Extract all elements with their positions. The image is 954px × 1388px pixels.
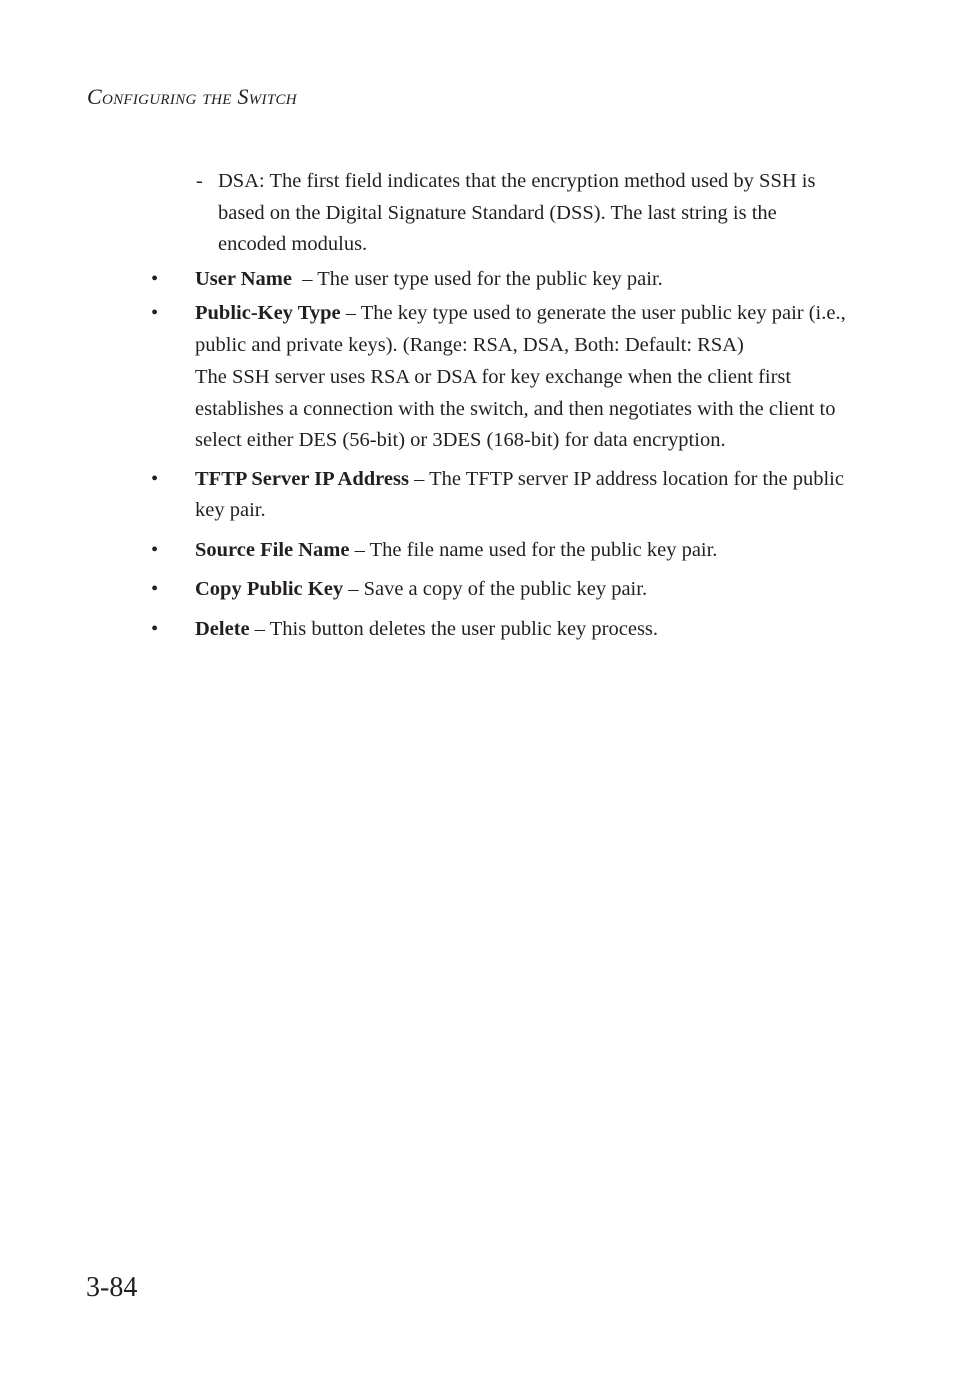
term-separator: – (340, 302, 361, 324)
bullet-marker: • (151, 302, 159, 324)
term-copy-public-key: Copy Public Key (195, 578, 344, 600)
term-public-key-type: Public-Key Type (195, 302, 341, 324)
dash-marker: - (196, 170, 203, 192)
term-separator: – (249, 617, 270, 640)
dsa-sub-item-text: DSA: The first field indicates that the encryption method used by SSH is based on the Digital Signature Standard (DSS). The last string is the encoded modulus. (218, 170, 816, 255)
main-content (0, 166, 954, 645)
term-separator: – (408, 467, 430, 490)
public-key-type-paragraph (195, 298, 846, 361)
bullet-user-name (151, 264, 846, 296)
page-number: 3-84 (86, 1272, 138, 1303)
bullet-delete (151, 614, 846, 646)
term-user-name: User Name (195, 267, 292, 290)
dsa-sub-item (196, 166, 846, 261)
description-source-file-name: The file name used for the public key pair. (369, 538, 718, 561)
bullet-tftp-server-ip (151, 464, 846, 527)
bullet-marker: • (151, 578, 159, 600)
term-tftp-server-ip: TFTP Server IP Address (195, 467, 409, 490)
term-separator: – (343, 578, 364, 600)
description-copy-public-key: Save a copy of the public key pair. (363, 578, 648, 600)
bullet-marker: • (151, 617, 159, 640)
term-separator: – (291, 267, 318, 290)
bullet-source-file-name (151, 535, 846, 567)
bullet-marker: • (151, 267, 159, 290)
description-tftp-server-ip: The TFTP server IP address location for the public key pair. (195, 467, 844, 521)
bullet-marker: • (151, 467, 159, 490)
running-header: Configuring the Switch (87, 84, 297, 109)
description-public-key-type: The key type used to generate the user public key pair (i.e., public and private keys). (Range: RSA, DSA, Both: Default: RSA) (195, 302, 846, 356)
ssh-key-exchange-note: The SSH server uses RSA or DSA for key exchange when the client first establishes a connection with the switch, and then negotiates with the client to select either DES (56-bit) or 3DES (168-bit) for data encryption. (195, 366, 836, 451)
term-source-file-name: Source File Name (195, 538, 350, 561)
term-delete: Delete (195, 617, 250, 640)
description-delete: This button deletes the user public key process. (269, 617, 659, 640)
term-separator: – (349, 538, 370, 561)
bullet-public-key-type (151, 298, 846, 457)
bullet-copy-public-key (151, 574, 846, 606)
description-user-name: The user type used for the public key pair. (317, 267, 663, 290)
bullet-marker: • (151, 538, 159, 561)
